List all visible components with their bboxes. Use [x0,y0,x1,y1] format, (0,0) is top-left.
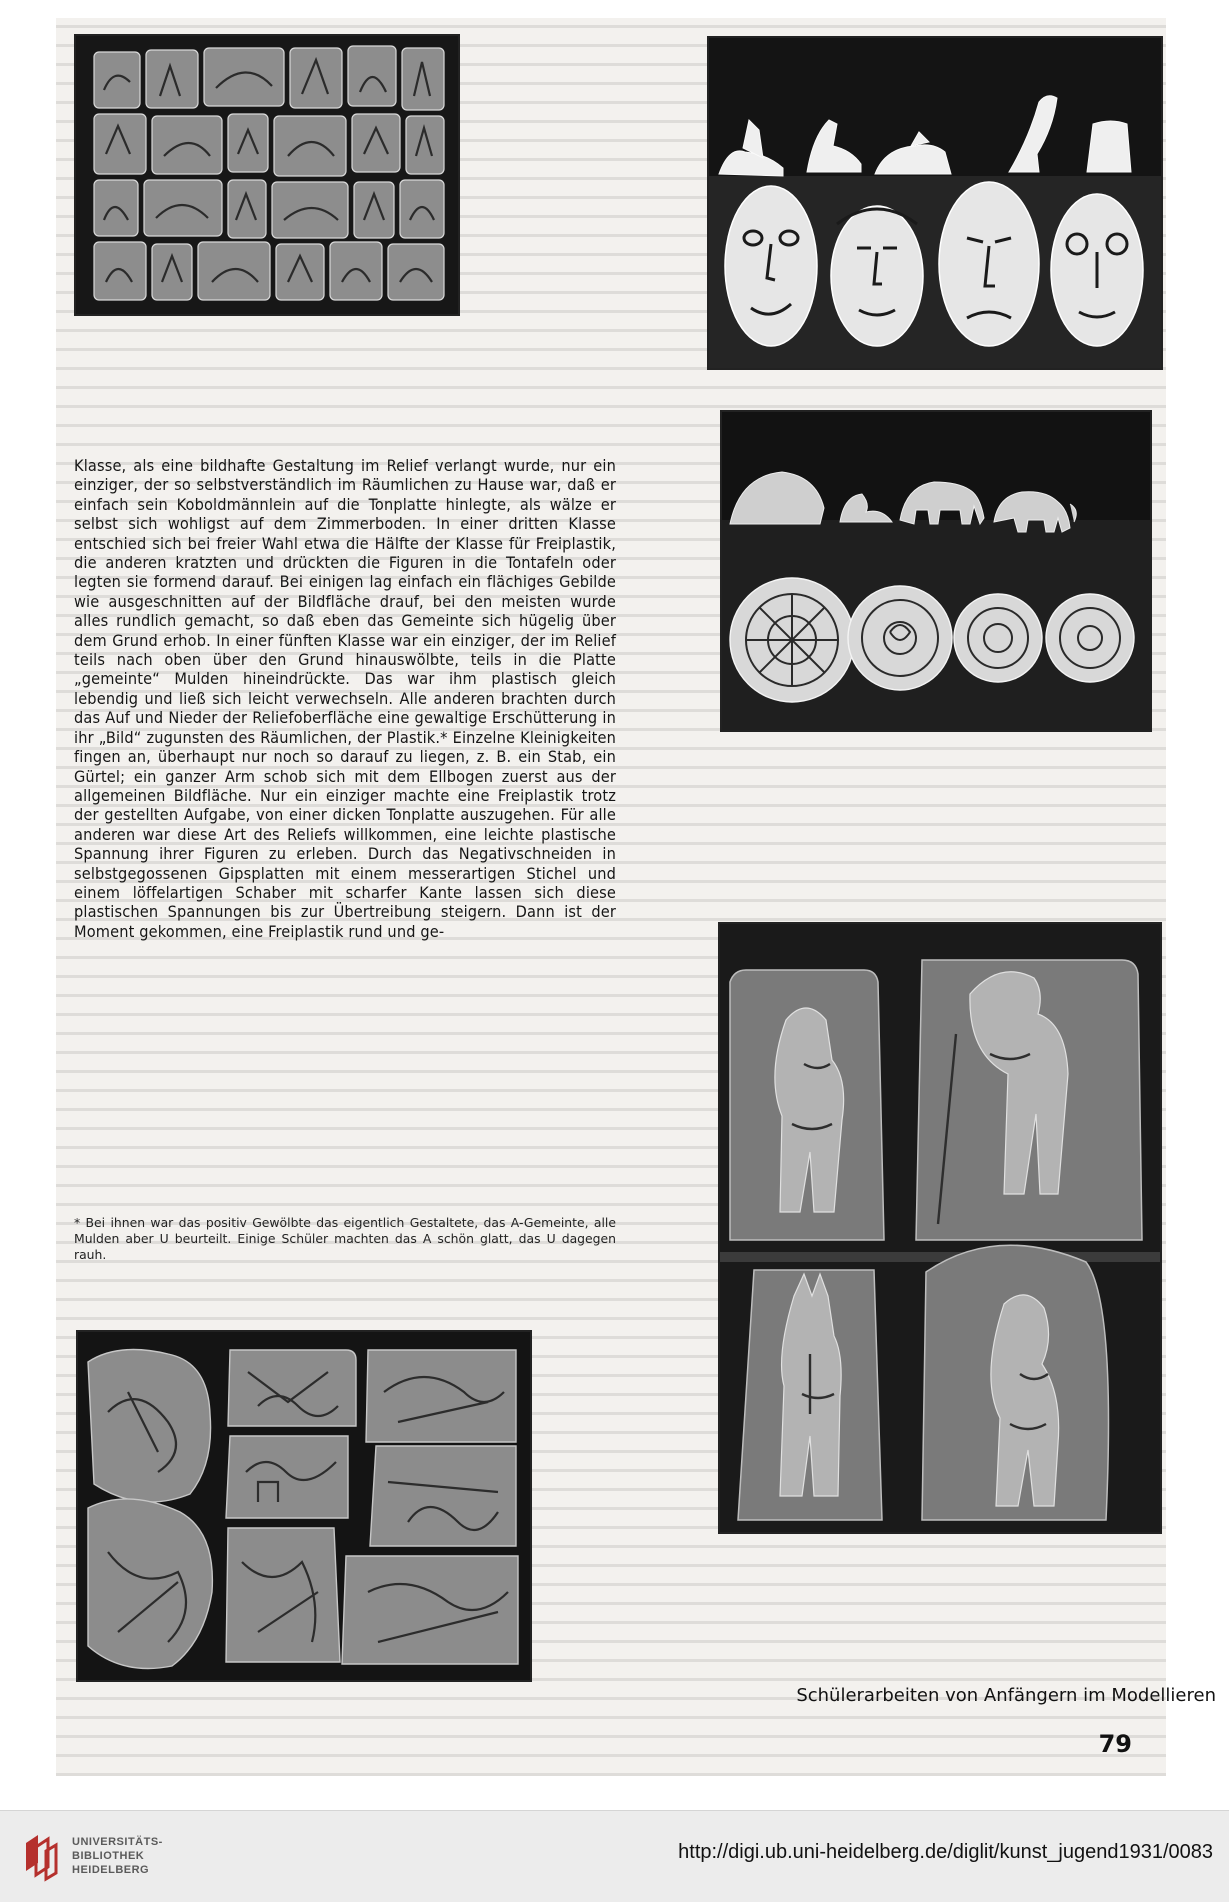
photo-carved-relief-panels [718,922,1162,1534]
photo-elephants-and-plates [720,410,1152,732]
photo-animals-and-masks [707,36,1163,370]
photo-caption: Schülerarbeiten von Anfängern im Modellieren [796,1685,1216,1706]
photo-relief-tiles-grid [74,34,460,316]
animals-and-masks-image [709,38,1161,368]
carved-plaster-tiles-image [78,1332,530,1680]
viewer-footer-bar [0,1810,1229,1902]
footnote-text: * Bei ihnen war das positiv Gewölbte das eigentlich Gestaltete, das A-Gemeinte, alle Mulden aber U beurteilt. Einige Schüler machten das A schön glatt, das U dagegen rauh. [74,1215,616,1262]
library-name-line-3: HEIDELBERG [72,1864,150,1876]
page-number: 79 [1098,1730,1132,1758]
carved-relief-panels-image [720,924,1160,1532]
scanned-page [56,18,1216,1776]
library-name-line-2: BIBLIOTHEK [72,1850,145,1862]
library-logo-mark [22,1833,60,1881]
relief-tiles-grid-image [76,36,458,314]
elephants-and-plates-image [722,412,1150,730]
photo-carved-plaster-tiles [76,1330,532,1682]
source-url-link[interactable]: http://digi.ub.uni-heidelberg.de/diglit/kunst_jugend1931/0083 [678,1841,1213,1863]
university-library-logo-icon[interactable] [22,1833,60,1881]
article-body-text: Klasse, als eine bildhafte Gestaltung im Relief verlangt wurde, nur ein einziger, der so selbstverständlich im Räumlichen zu Hause war, daß er einfach sein Koboldmännlein auf die Tonplatte hinlegte, als wälze er selbst sich wohligst auf dem Zimmerboden. In einer dritten Klasse entschied sich bei freier Wahl etwa die Hälfte der Klasse für Freiplastik, die anderen kratzten und drückten die Figuren in die Tontafeln oder legten sie formend darauf. Bei einigen lag einfach ein flächiges Gebilde wie ausgeschnitten auf der Bildfläche drauf, bei den meisten wurde alles rundlich gemacht, so daß eben das Gemeinte sich hügelig über dem Grund erhob. In einer fünften Klasse war ein einziger, der im Relief teils nach oben über den Grund hinauswölbte, teils in die Platte „gemeinte“ Mulden hineindrückte. Das war ihm plastisch gleich lebendig und ließ sich leicht verwechseln. Alle anderen brachten durch das Auf und Nieder der Reliefoberfläche eine gewaltige Erschütterung in ihr „Bild“ zugunsten des Räumlichen, der Plastik.* Einzelne Kleinigkeiten fingen an, überhaupt nur noch so darauf zu liegen, z. B. ein Stab, ein Gürtel; ein ganzer Arm schob sich mit dem Ellbogen zuerst aus der allgemeinen Bildfläche. Nur ein einziger machte eine Freiplastik trotz der gestellten Aufgabe, von einer dicken Tonplatte auszugehen. Für alle anderen war diese Art des Reliefs willkommen, eine leichte plastische Spannung ihrer Figuren zu erleben. Durch das Negativschneiden in selbstgegossenen Gipsplatten mit einem messerartigen Stichel und einem löffelartigen Schaber mit scharfer Kante lassen sich diese plastischen Spannungen bis zur Übertreibung steigern. Dann ist der Moment gekommen, eine Freiplastik rund und ge- [74,456,616,941]
library-name-line-1: UNIVERSITÄTS- [72,1836,163,1848]
university-library-name[interactable] [72,1835,272,1877]
